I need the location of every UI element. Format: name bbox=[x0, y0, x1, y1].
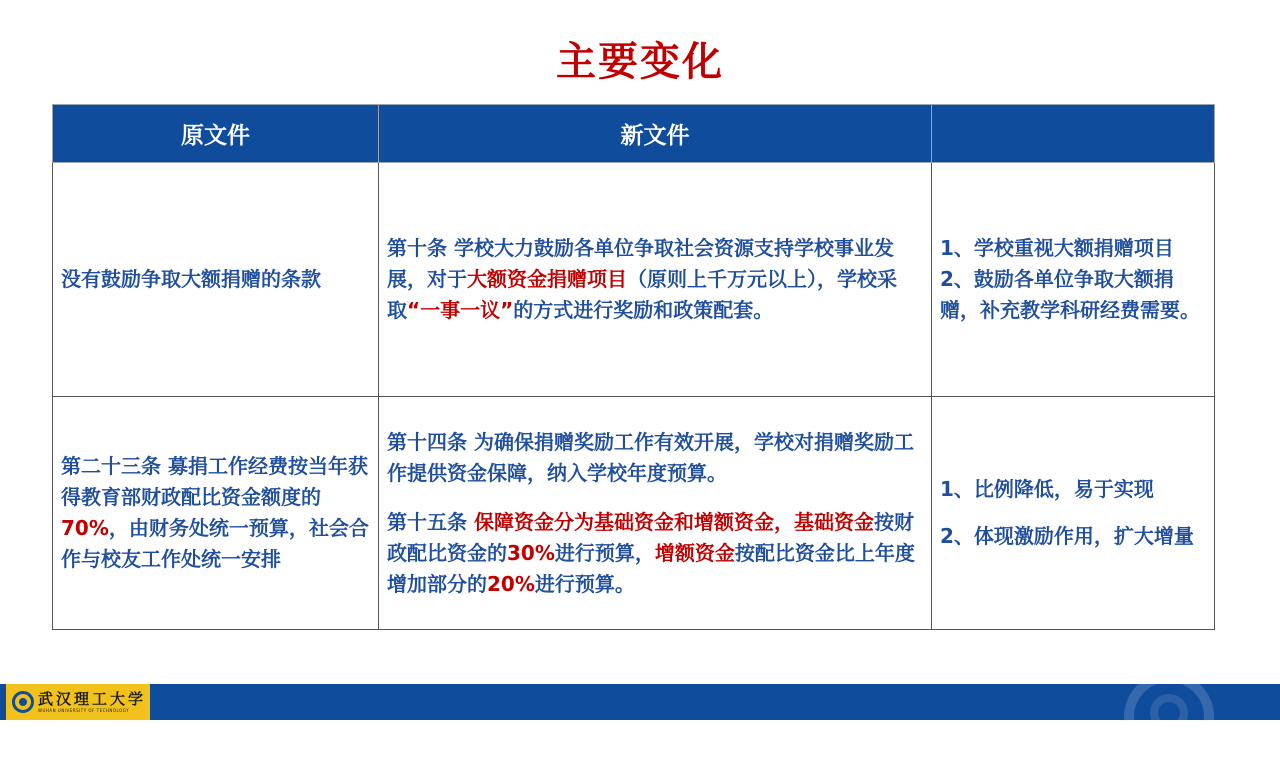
row1-new-text-1: 第十条 学校大力鼓励各单位争取社会资源支持学校事业发展，对于 bbox=[387, 236, 894, 291]
footer-bar bbox=[0, 684, 1280, 720]
row2-new-highlight-2: 30% bbox=[507, 540, 555, 565]
row1-new-highlight-1: 大额资金捐赠项目 bbox=[467, 267, 627, 291]
row1-notes-cell bbox=[932, 163, 1215, 397]
row2-note-1: 1、比例降低，易于实现 bbox=[940, 477, 1154, 501]
row2-new-text-1: 第十五条 bbox=[387, 509, 474, 534]
row2-original-cell bbox=[53, 397, 379, 630]
university-emblem-icon bbox=[12, 691, 34, 713]
row2-new-text-4: 按配比资金比上年度增加部分的 bbox=[387, 540, 915, 596]
row2-notes-cell bbox=[932, 397, 1215, 630]
row2-new-paragraph-1: 第十四条 为确保捐赠奖励工作有效开展，学校对捐赠奖励工作提供资金保障，纳入学校年度预算。 bbox=[387, 429, 914, 485]
row2-new-paragraph-2 bbox=[387, 507, 923, 600]
row2-original-text-2: ，由财务处统一预算，社会合作与校友工作处统一安排 bbox=[61, 516, 369, 571]
row2-original-text-1: 第二十三条 募捐工作经费按当年获得教育部财政配比资金额度的 bbox=[61, 454, 368, 509]
university-logo bbox=[6, 684, 150, 720]
row2-new-text-3: 进行预算， bbox=[554, 540, 655, 565]
page-title: 主要变化 bbox=[556, 39, 724, 85]
comparison-table bbox=[52, 104, 1215, 630]
table-row bbox=[53, 163, 1215, 397]
logo-text bbox=[38, 691, 146, 714]
row2-new-highlight-3: 增额资金 bbox=[654, 540, 735, 565]
row1-new-cell bbox=[379, 163, 932, 397]
logo-english-name: WUHAN UNIVERSITY OF TECHNOLOGY bbox=[38, 707, 130, 713]
watermark-logo-inner-icon bbox=[1150, 694, 1188, 732]
row1-new-text-3: 的方式进行奖励和政策配套。 bbox=[513, 298, 774, 322]
header-original-document: 原文件 bbox=[53, 105, 379, 163]
paragraph-gap bbox=[387, 489, 923, 507]
logo-chinese-name: 武汉理工大学 bbox=[38, 689, 147, 708]
row1-note-2: 2、鼓励各单位争取大额捐赠，补充教学科研经费需要。 bbox=[940, 267, 1200, 322]
row1-new-text-2: （原则上千万元以上），学校采取 bbox=[387, 267, 897, 322]
row2-original-highlight: 70% bbox=[61, 516, 109, 540]
row2-new-highlight-1: 保障资金分为基础资金和增额资金，基础资金 bbox=[473, 509, 874, 534]
row2-new-text-2: 按财政配比资金的 bbox=[387, 509, 914, 565]
row1-original-cell bbox=[53, 163, 379, 397]
table-row bbox=[53, 397, 1215, 630]
row2-new-highlight-4: 20% bbox=[487, 571, 535, 596]
header-notes bbox=[932, 105, 1215, 163]
row2-new-cell bbox=[379, 397, 932, 630]
row1-new-highlight-2: “一事一议” bbox=[407, 298, 514, 322]
table-header-row bbox=[53, 105, 1215, 163]
row1-note-1: 1、学校重视大额捐赠项目 bbox=[940, 236, 1174, 260]
header-new-document: 新文件 bbox=[379, 105, 932, 163]
row2-new-text-5: 进行预算。 bbox=[534, 571, 635, 596]
row2-note-2: 2、体现激励作用，扩大增量 bbox=[940, 524, 1194, 548]
row1-original-text: 没有鼓励争取大额捐赠的条款 bbox=[61, 267, 321, 291]
